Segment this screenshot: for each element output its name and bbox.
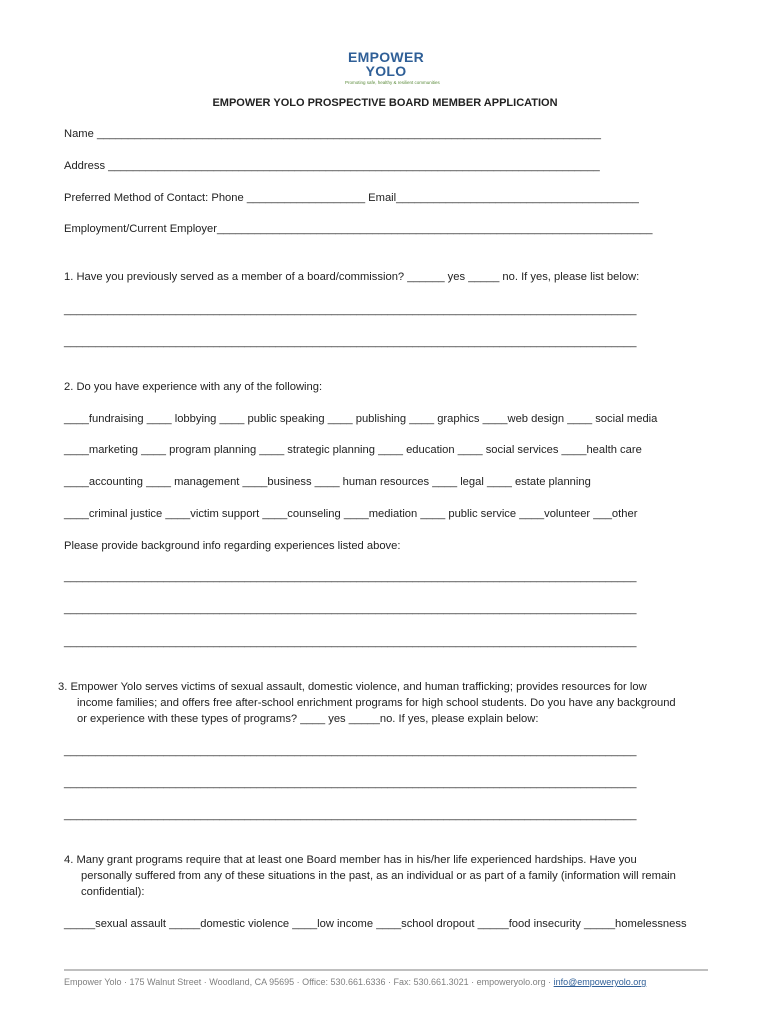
empower-yolo-logo	[345, 49, 440, 92]
question-3-line3: or experience with these types of programs? ____ yes _____no. If yes, please explain below:	[77, 713, 539, 725]
q2-options-row[interactable]: ____marketing ____ program planning ____ strategic planning ____ education ____ social services ____health care	[64, 444, 642, 456]
footer	[64, 977, 646, 987]
question-4-line1: 4. Many grant programs require that at least one Board member has in his/her life experienced hardships. Have you	[64, 854, 637, 866]
q2-options-row[interactable]: ____fundraising ____ lobbying ____ public speaking ____ publishing ____ graphics ____web design ____ social media	[64, 413, 658, 425]
q2-options-row[interactable]: ____criminal justice ____victim support ____counseling ____mediation ____ public service ____volunteer ___other	[64, 508, 638, 520]
q3-answer-line[interactable]: ____________________________________________________________________________________________	[64, 777, 637, 789]
contact-field[interactable]: Preferred Method of Contact: Phone ___________________ Email_______________________________________	[64, 192, 639, 204]
question-3-line2: income families; and offers free after-school enrichment programs for high school students. Do you have any background	[77, 697, 676, 709]
footer-email-link[interactable]: info@empoweryolo.org	[553, 977, 647, 987]
employment-field[interactable]: Employment/Current Employer______________________________________________________________________	[64, 223, 653, 235]
question-4-line2: personally suffered from any of these situations in the past, as an individual or as part of a family (information will remain	[81, 870, 676, 882]
question-4-line3: confidential):	[81, 886, 145, 898]
q3-answer-line[interactable]: ____________________________________________________________________________________________	[64, 745, 637, 757]
question-1: 1. Have you previously served as a member of a board/commission? ______ yes _____ no. If yes, please list below:	[64, 271, 640, 283]
q2-answer-line[interactable]: ____________________________________________________________________________________________	[64, 603, 637, 615]
q4-options-row[interactable]: _____sexual assault _____domestic violence ____low income ____school dropout _____food insecurity _____homelessness	[64, 918, 687, 930]
q2-answer-line[interactable]: ____________________________________________________________________________________________	[64, 636, 637, 648]
page-title: EMPOWER YOLO PROSPECTIVE BOARD MEMBER APPLICATION	[212, 97, 558, 109]
q1-answer-line[interactable]: ____________________________________________________________________________________________	[64, 304, 637, 316]
logo-line1: EMPOWER	[348, 49, 424, 65]
footer-divider	[64, 969, 708, 971]
q2-background-prompt: Please provide background info regarding experiences listed above:	[64, 540, 401, 552]
footer-contact-info: Empower Yolo · 175 Walnut Street · Woodland, CA 95695 · Office: 530.661.6336 · Fax: 530.661.3021 · empoweryolo.org ·	[64, 977, 554, 987]
q3-answer-line[interactable]: ____________________________________________________________________________________________	[64, 809, 637, 821]
q1-answer-line[interactable]: ____________________________________________________________________________________________	[64, 336, 637, 348]
logo-line2: YOLO	[365, 63, 407, 79]
question-2: 2. Do you have experience with any of the following:	[64, 381, 323, 393]
q2-answer-line[interactable]: ____________________________________________________________________________________________	[64, 571, 637, 583]
q2-options-row[interactable]: ____accounting ____ management ____business ____ human resources ____ legal ____ estate planning	[64, 476, 591, 488]
name-field[interactable]: Name _________________________________________________________________________________	[64, 128, 601, 140]
address-field[interactable]: Address _______________________________________________________________________________	[64, 160, 600, 172]
question-3-line1: 3. Empower Yolo serves victims of sexual assault, domestic violence, and human trafficking; provides resources for low	[58, 681, 647, 693]
logo-tagline: Promoting safe, healthy & resilient communities	[345, 80, 440, 85]
